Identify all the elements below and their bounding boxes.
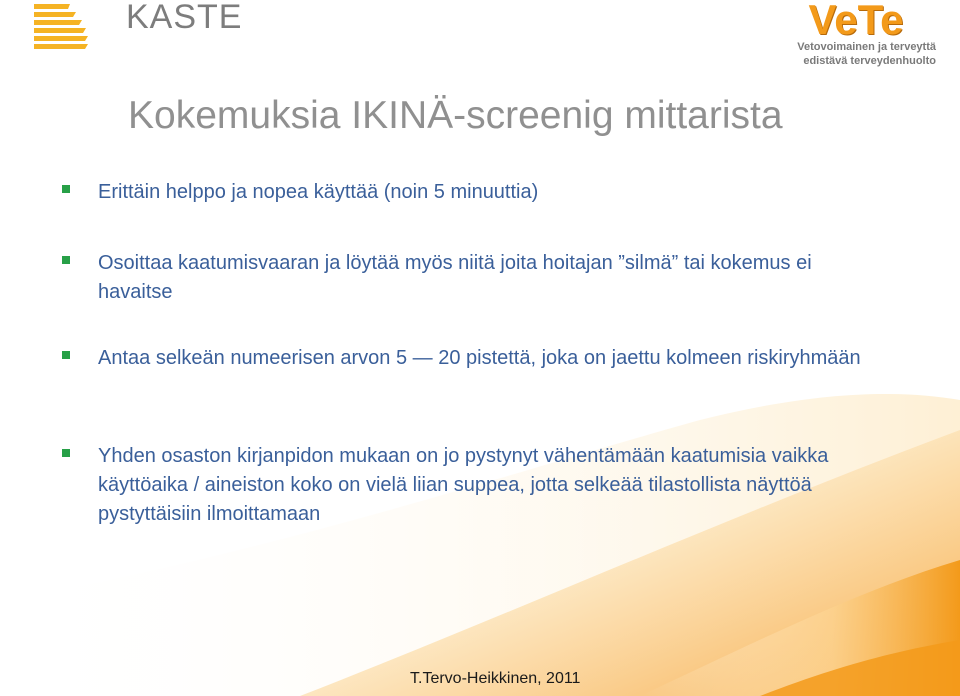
bullet-text: Antaa selkeän numeerisen arvon 5 — 20 pistettä, joka on jaettu kolmeen riskiryhmään (98, 347, 861, 369)
bullet-square-icon (62, 351, 70, 359)
vete-logo-subtitle-1: Vetovoimainen ja terveyttä (797, 41, 936, 53)
bullet-item (62, 442, 922, 529)
vete-logo-title: VeTe (808, 0, 904, 43)
bullet-item (62, 249, 922, 307)
vete-logo (756, 0, 936, 68)
vete-logo-subtitle-2: edistävä terveydenhuolto (803, 55, 936, 67)
kaste-logo (30, 0, 243, 62)
bullet-text: Yhden osaston kirjanpidon mukaan on jo pystynyt vähentämään kaatumisia vaikka käyttöaika / aineiston koko on vielä liian suppea, jotta selkeää tilastollista näyttöä pystyttäisiin ilmoittamaan (98, 445, 829, 525)
bullet-text: Osoittaa kaatumisvaaran ja löytää myös niitä joita hoitajan ”silmä” tai kokemus ei havaitse (98, 252, 812, 303)
kaste-logo-text: KASTE (126, 0, 243, 36)
bullet-item (62, 344, 922, 373)
bullet-square-icon (62, 185, 70, 193)
bullet-square-icon (62, 256, 70, 264)
slide-title: Kokemuksia IKINÄ-screenig mittarista (128, 94, 783, 137)
bullet-text: Erittäin helppo ja nopea käyttää (noin 5 minuuttia) (98, 181, 539, 203)
kaste-sun-icon (30, 0, 94, 58)
bullet-item (62, 178, 922, 207)
footer-author: T.Tervo-Heikkinen, 2011 (410, 670, 581, 687)
bullet-square-icon (62, 449, 70, 457)
